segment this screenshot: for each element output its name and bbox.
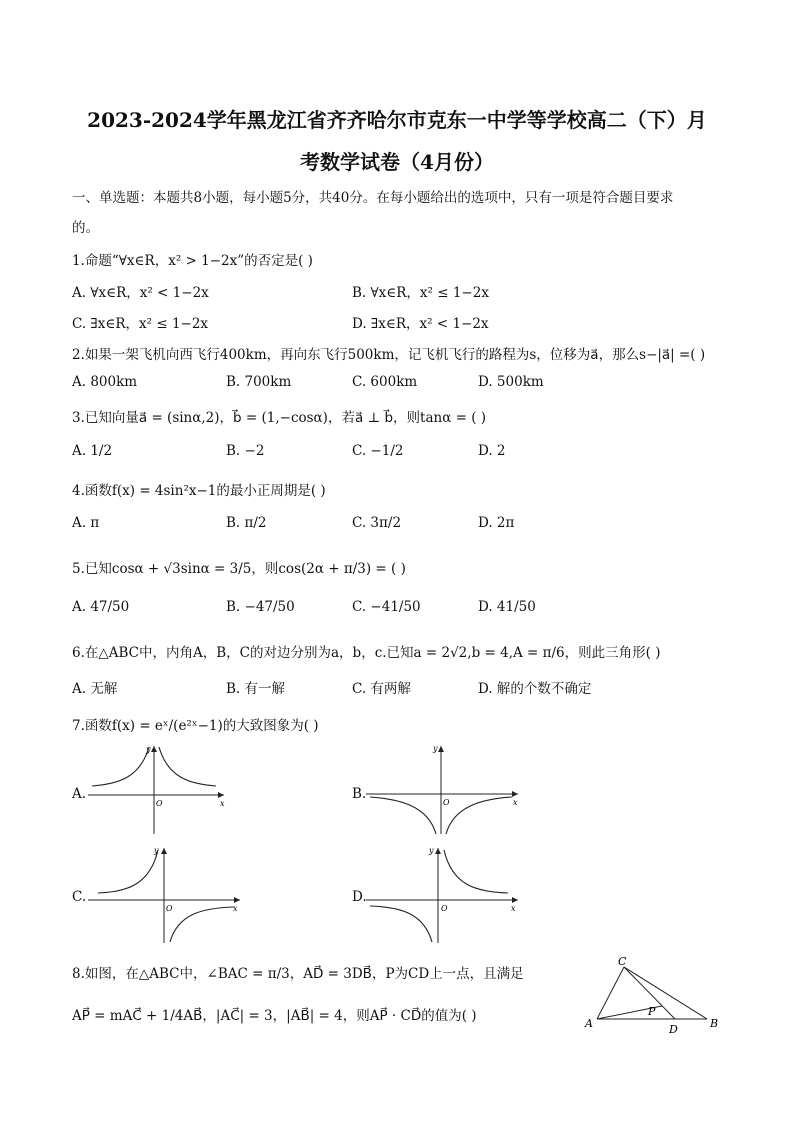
vertex-b-label: B <box>710 1017 719 1030</box>
q5-option-b: B. −47/50 <box>226 599 295 615</box>
q7-option-c: C. <box>72 889 87 905</box>
q2-option-b: B. 700km <box>226 374 292 390</box>
graph-c <box>88 844 248 946</box>
q1-option-b: B. ∀x∈R，x² ≤ 1−2x <box>352 285 489 301</box>
q5-option-a: A. 47/50 <box>72 599 130 615</box>
question-6-stem: 6.在△ABC中，内角A，B，C的对边分别为a，b，c.已知a = 2√2,b = 4,A = π/6，则此三角形( ) <box>72 645 661 661</box>
q3-option-d: D. 2 <box>478 443 506 459</box>
q1-option-a: A. ∀x∈R，x² < 1−2x <box>72 285 209 301</box>
triangle-figure <box>582 955 727 1037</box>
q6-option-b: B. 有一解 <box>226 681 286 697</box>
q3-option-b: B. −2 <box>226 443 265 459</box>
question-7-stem: 7.函数f(x) = eˣ/(e²ˣ−1)的大致图象为( ) <box>72 718 319 734</box>
question-8-stem: 8.如图，在△ABC中，∠BAC = π/3，AD⃗ = 3DB⃗，P为CD上一点，且满足 <box>72 966 524 982</box>
section-heading-cont: 的。 <box>72 220 99 236</box>
graph-d <box>366 844 526 946</box>
q6-option-a: A. 无解 <box>72 681 118 697</box>
graph-b-x-label: x <box>513 798 518 807</box>
exam-title-line1: 2023-2024学年黑龙江省齐齐哈尔市克东一中学等学校高二（下）月 <box>87 108 707 132</box>
graph-a-y-label: y <box>146 745 151 754</box>
q4-option-d: D. 2π <box>478 515 515 531</box>
question-5-stem: 5.已知cosα + √3sinα = 3/5，则cos(2α + π/3) = ( ) <box>72 561 406 577</box>
question-3-stem: 3.已知向量a⃗ = (sinα,2)，b⃗ = (1,−cosα)，若a⃗ ⊥ b⃗，则tanα = ( ) <box>72 410 487 426</box>
q1-option-d: D. ∃x∈R，x² < 1−2x <box>352 316 489 332</box>
q3-option-a: A. 1/2 <box>72 443 113 459</box>
question-2-stem: 2.如果一架飞机向西飞行400km，再向东飞行500km，记飞机飞行的路程为s，位移为a⃗，那么s−|a⃗| =( ) <box>72 347 706 363</box>
q6-option-d: D. 解的个数不确定 <box>478 681 592 697</box>
q4-option-b: B. π/2 <box>226 515 267 531</box>
exam-title-line2: 考数学试卷（4月份） <box>300 150 494 174</box>
graph-d-y-label: y <box>429 846 434 855</box>
graph-b-y-label: y <box>433 744 438 753</box>
q2-option-c: C. 600km <box>352 374 418 390</box>
q6-option-c: C. 有两解 <box>352 681 411 697</box>
graph-d-origin: O <box>441 904 448 913</box>
question-4-stem: 4.函数f(x) = 4sin²x−1的最小正周期是( ) <box>72 483 326 499</box>
graph-c-origin: O <box>166 904 173 913</box>
graph-b-origin: O <box>443 798 450 807</box>
q5-option-d: D. 41/50 <box>478 599 536 615</box>
section-heading: 一、单选题：本题共8小题，每小题5分，共40分。在每小题给出的选项中，只有一项是符合题目要求 <box>72 190 674 206</box>
point-d-label: D <box>669 1023 678 1036</box>
graph-c-y-label: y <box>154 846 159 855</box>
graph-a <box>88 742 228 837</box>
graph-d-x-label: x <box>511 904 516 913</box>
question-8-stem-cont: AP⃗ = mAC⃗ + 1/4AB⃗，|AC⃗| = 3，|AB⃗| = 4，则AP⃗ · CD⃗的值为( ) <box>72 1008 477 1024</box>
q2-option-a: A. 800km <box>72 374 138 390</box>
vertex-a-label: A <box>585 1017 593 1030</box>
graph-a-origin: O <box>156 799 163 808</box>
q2-option-d: D. 500km <box>478 374 544 390</box>
q3-option-c: C. −1/2 <box>352 443 404 459</box>
point-p-label: P <box>648 1005 656 1018</box>
q5-option-c: C. −41/50 <box>352 599 421 615</box>
q7-option-b: B. <box>352 786 367 802</box>
graph-c-x-label: x <box>233 904 238 913</box>
q7-option-d: D. <box>352 889 367 905</box>
graph-b <box>366 742 526 837</box>
q4-option-a: A. π <box>72 515 100 531</box>
graph-a-x-label: x <box>220 799 225 808</box>
vertex-c-label: C <box>618 955 627 968</box>
q7-option-a: A. <box>72 786 87 802</box>
q4-option-c: C. 3π/2 <box>352 515 402 531</box>
q1-option-c: C. ∃x∈R，x² ≤ 1−2x <box>72 316 209 332</box>
question-1-stem: 1.命题“∀x∈R，x² > 1−2x”的否定是( ) <box>72 253 313 269</box>
